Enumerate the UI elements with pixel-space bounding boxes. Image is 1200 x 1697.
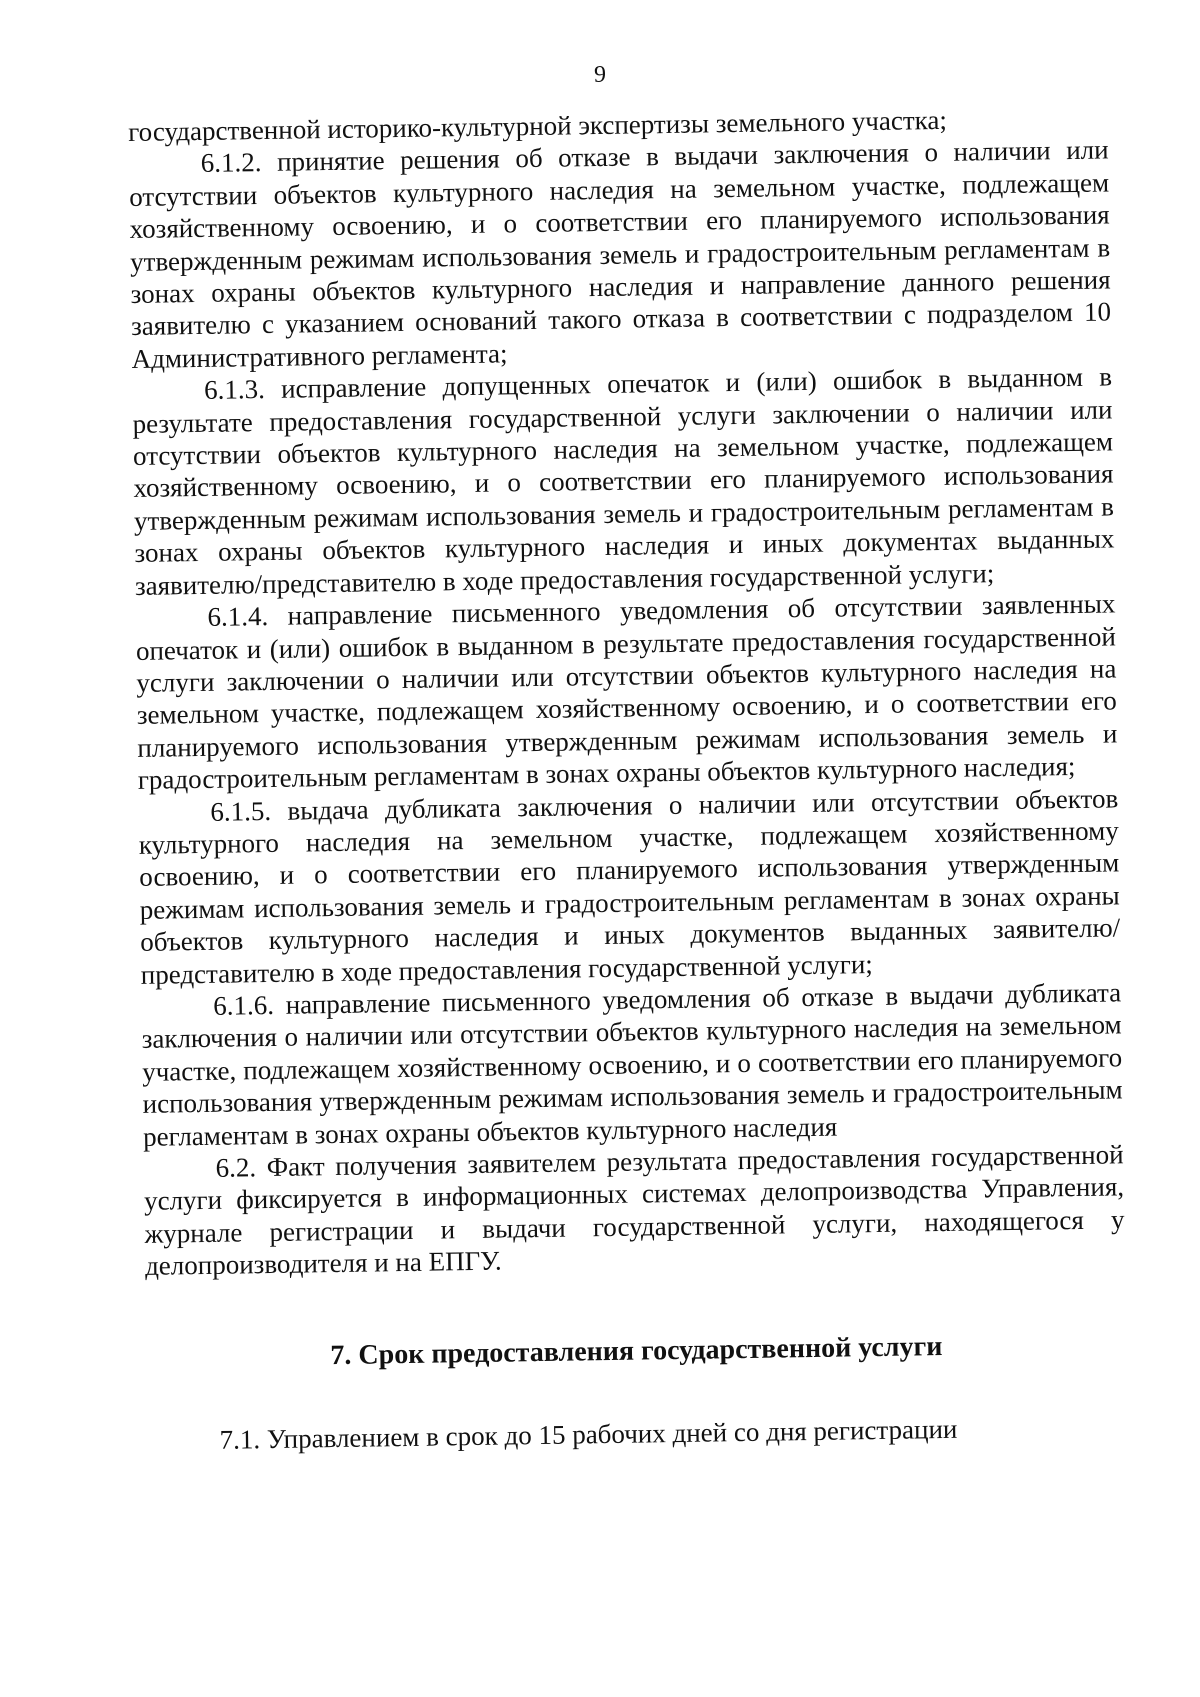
paragraph-7-1: 7.1. Управлением в срок до 15 рабочих дней со дня регистрации xyxy=(219,1413,958,1455)
paragraph-6-1-6: 6.1.6. направление письменного уведомления об отказе в выдачи дубликата заключения о наличии или отсутствии объектов культурного наследия на земельном участке, подлежащем хозяйственному освоению, и о соответствии его планируемого использования утвержденным режимам использования земель и градостроительным регламентам в зонах охраны объектов культурного наследия xyxy=(141,977,1123,1152)
document-body xyxy=(128,101,1128,1457)
paragraph-6-1-2: 6.1.2. принятие решения об отказе в выдачи заключения о наличии или отсутствии объектов культурного наследия на земельном участке, подлежащем хозяйственному освоению, и о соответствии его планируемого использования утвержденным режимам использования земель и градостроительным регламентам в зонах охраны объектов культурного наследия и направление данного решения заявителю с указанием оснований такого отказа в соответствии с подразделом 10 Административного регламента; xyxy=(128,134,1112,374)
paragraph-6-1-3: 6.1.3. исправление допущенных опечаток и (или) ошибок в выданном в результате предоставления государственной услуги заключении о наличии или отсутствии объектов культурного наследия на земельном участке, подлежащем хозяйственному освоению, и о соответствии его планируемого использования утвержденным режимам использования земель и градостроительным регламентам в зонах охраны объектов культурного наследия и иных документах выданных заявителю/представителю в ходе предоставления государственной услуги; xyxy=(132,361,1115,601)
paragraph-6-1-5: 6.1.5. выдача дубликата заключения о наличии или отсутствии объектов культурного наследия на земельном участке, подлежащем хозяйственному освоению, и о соответствии его планируемого использования утвержденным режимам использования земель и градостроительным регламентам в зонах охраны объектов культурного наследия и иных документов выданных заявителю/представителю в ходе предоставления государственной услуги; xyxy=(138,782,1121,990)
paragraph-continuation: государственной историко-культурной экспертизы земельного участка; xyxy=(128,104,948,147)
section-heading-7: 7. Срок предоставления государственной услуги xyxy=(330,1330,943,1371)
paragraph-6-2: 6.2. Факт получения заявителем результата предоставления государственной услуги фиксируется в информационных системах делопроизводства Управления, журнале регистрации и выдачи государственной услуги, находящегося у делопроизводителя и на ЕПГУ. xyxy=(143,1139,1125,1282)
page-number: 9 xyxy=(594,62,606,88)
paragraph-6-1-4: 6.1.4. направление письменного уведомления об отсутствии заявленных опечаток и (или) ошибок в выданном в результате предоставления государственной услуги заключении о наличии или отсутствии объектов культурного наследия на земельном участке, подлежащем хозяйственному освоению, и о соответствии его планируемого использования утвержденным режимам использования земель и градостроительным регламентам в зонах охраны объектов культурного наследия; xyxy=(135,588,1118,796)
